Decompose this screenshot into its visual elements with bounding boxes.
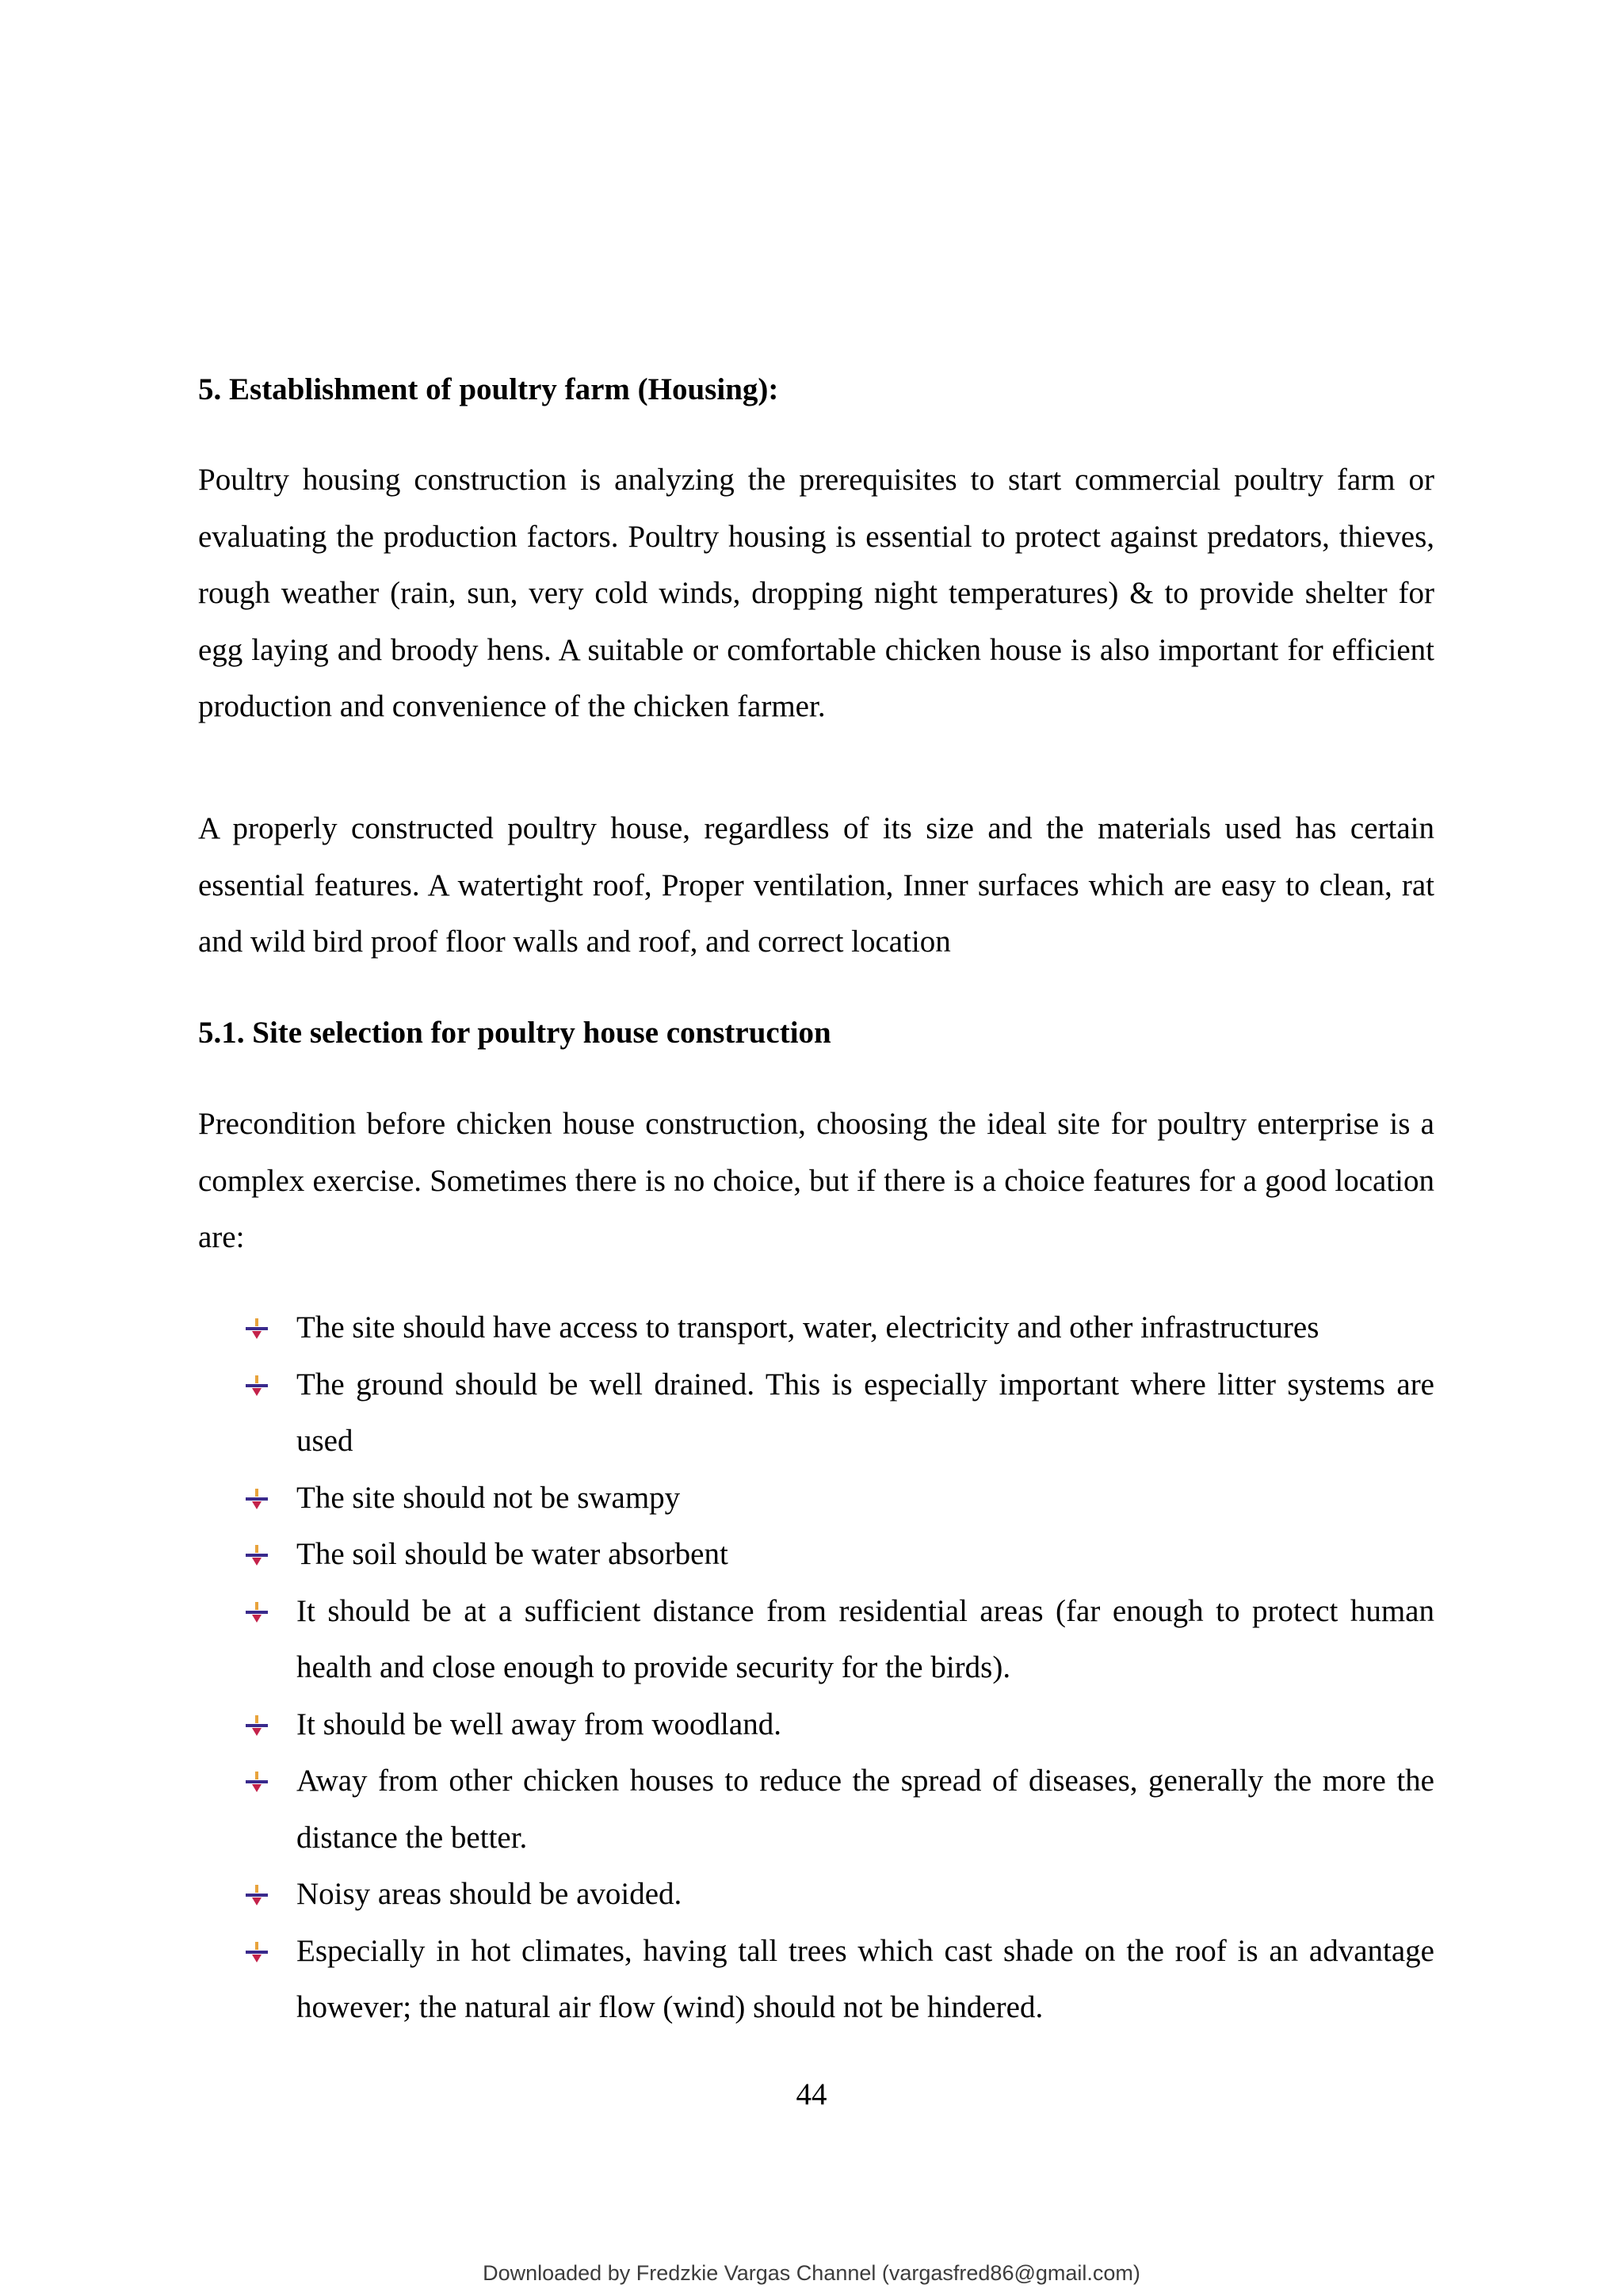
arrow-bullet-icon <box>246 1545 268 1566</box>
list-item <box>246 1356 1434 1470</box>
list-item-text: The site should have access to transport, water, electricity and other infrastructures <box>296 1310 1319 1344</box>
subsection-heading: 5.1. Site selection for poultry house construction <box>198 1016 831 1050</box>
arrow-bullet-icon <box>246 1602 268 1623</box>
arrow-bullet-icon <box>246 1375 268 1396</box>
arrow-bullet-icon <box>246 1942 268 1962</box>
list-item <box>246 1923 1434 2036</box>
site-criteria-list <box>246 1299 1434 2036</box>
list-item <box>246 1299 1434 1356</box>
download-footer: Downloaded by Fredzkie Vargas Channel (vargasfred86@gmail.com) <box>483 2261 1140 2285</box>
arrow-bullet-icon <box>246 1489 268 1509</box>
section-paragraph-2: A properly constructed poultry house, regardless of its size and the materials used has certain essential features. A watertight roof, Proper ventilation, Inner surfaces which are easy to clean, rat and wild bird proof floor walls and roof, and correct location <box>198 811 1434 959</box>
page-number: 44 <box>796 2077 827 2111</box>
arrow-bullet-icon <box>246 1772 268 1792</box>
list-item-text: It should be at a sufficient distance from residential areas (far enough to protect human health and close enough to provide security for the birds). <box>296 1593 1434 1684</box>
list-item-text: Especially in hot climates, having tall trees which cast shade on the roof is an advantage however; the natural air flow (wind) should not be hindered. <box>296 1933 1434 2024</box>
list-item-text: It should be well away from woodland. <box>296 1707 781 1741</box>
list-item-text: Away from other chicken houses to reduce the spread of diseases, generally the more the distance the better. <box>296 1764 1434 1855</box>
arrow-bullet-icon <box>246 1318 268 1339</box>
list-item <box>246 1526 1434 1583</box>
list-item <box>246 1583 1434 1696</box>
subsection-paragraph: Precondition before chicken house construction, choosing the ideal site for poultry enterprise is a complex exercise. Sometimes there is no choice, but if there is a choice features for a good location are: <box>198 1107 1434 1254</box>
list-item <box>246 1470 1434 1527</box>
list-item-text: Noisy areas should be avoided. <box>296 1877 682 1911</box>
arrow-bullet-icon <box>246 1885 268 1905</box>
list-item <box>246 1866 1434 1923</box>
section-heading: 5. Establishment of poultry farm (Housing): <box>198 372 779 406</box>
list-item-text: The site should not be swampy <box>296 1480 681 1515</box>
arrow-bullet-icon <box>246 1715 268 1736</box>
section-paragraph-1: Poultry housing construction is analyzing the prerequisites to start commercial poultry farm or evaluating the production factors. Poultry housing is essential to protect against predators, thieves, rough weather (rain, sun, very cold winds, dropping night temperatures) & to provide shelter for egg laying and broody hens. A suitable or comfortable chicken house is also important for efficient production and convenience of the chicken farmer. <box>198 463 1434 723</box>
list-item <box>246 1753 1434 1866</box>
list-item-text: The ground should be well drained. This is especially important where litter systems are used <box>296 1367 1434 1458</box>
list-item <box>246 1696 1434 1753</box>
list-item-text: The soil should be water absorbent <box>296 1537 728 1571</box>
